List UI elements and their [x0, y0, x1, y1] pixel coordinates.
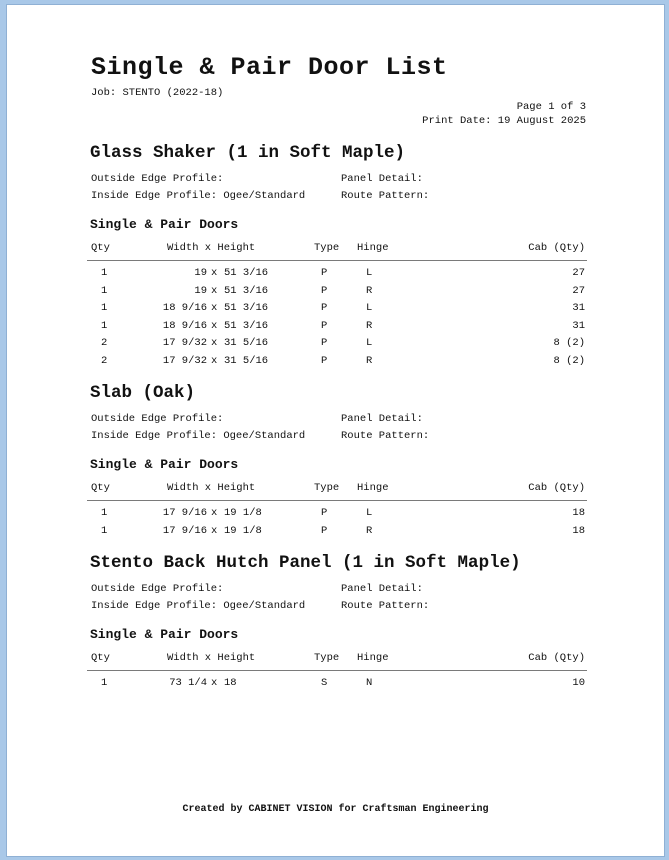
row-hinge: L [366, 267, 373, 279]
panel-detail-label: Panel Detail: [341, 583, 423, 595]
row-width: 17 9/32 [162, 337, 207, 350]
row-height: 31 5/16 [224, 337, 269, 350]
row-type: P [321, 337, 328, 350]
row-width: 19 [194, 267, 207, 279]
column-header-qty: Qty [91, 652, 110, 664]
row-qty: 1 [101, 507, 108, 519]
row-cab: 8 (2) [553, 337, 585, 350]
row-height: 51 3/16 [224, 302, 269, 315]
column-header-type: Type [314, 652, 340, 664]
table-subheading: Single & Pair Doors [90, 627, 239, 642]
header-divider [87, 260, 587, 261]
table-subheading: Single & Pair Doors [90, 457, 239, 472]
row-cab: 8 (2) [553, 355, 585, 367]
row-qty: 2 [101, 337, 108, 350]
row-type: P [321, 319, 328, 332]
route-pattern-label: Route Pattern: [341, 600, 430, 612]
report-page [6, 4, 665, 857]
outside-edge-label: Outside Edge Profile: [91, 413, 224, 425]
row-height: 51 3/16 [224, 267, 269, 279]
panel-detail-label: Panel Detail: [341, 413, 423, 425]
row-height: 19 1/8 [224, 507, 262, 519]
row-hinge: L [366, 337, 373, 350]
inside-edge-label: Inside Edge Profile: Ogee/Standard [91, 430, 306, 442]
row-width: 18 9/16 [162, 319, 207, 332]
page-number: Page 1 of 3 [516, 101, 586, 113]
row-hinge: R [366, 284, 373, 297]
row-qty: 1 [101, 524, 108, 537]
row-qty: 1 [101, 677, 108, 689]
row-cab: 31 [572, 319, 585, 332]
column-header-type: Type [314, 242, 340, 254]
inside-edge-label: Inside Edge Profile: Ogee/Standard [91, 600, 306, 612]
row-size-separator: x [211, 267, 218, 279]
row-qty: 2 [101, 355, 108, 367]
column-header-cab: Cab (Qty) [528, 482, 585, 494]
column-header-qty: Qty [91, 482, 110, 494]
row-type: P [321, 507, 328, 519]
row-size-separator: x [211, 302, 218, 315]
outside-edge-label: Outside Edge Profile: [91, 583, 224, 595]
row-width: 17 9/16 [162, 507, 207, 519]
row-height: 19 1/8 [224, 524, 262, 537]
column-header-cab: Cab (Qty) [528, 652, 585, 664]
column-header-hinge: Hinge [357, 482, 389, 494]
row-type: P [321, 302, 328, 315]
row-height: 31 5/16 [224, 355, 269, 367]
row-width: 17 9/32 [162, 355, 207, 367]
row-hinge: R [366, 319, 373, 332]
row-hinge: R [366, 524, 373, 537]
row-width: 17 9/16 [162, 524, 207, 537]
row-size-separator: x [211, 319, 218, 332]
column-header-type: Type [314, 482, 340, 494]
row-type: P [321, 284, 328, 297]
row-type: P [321, 355, 328, 367]
row-cab: 27 [572, 284, 585, 297]
inside-edge-label: Inside Edge Profile: Ogee/Standard [91, 190, 306, 202]
row-qty: 1 [101, 267, 108, 279]
column-header-size: Width x Height [167, 242, 256, 254]
row-size-separator: x [211, 355, 218, 367]
outside-edge-label: Outside Edge Profile: [91, 173, 224, 185]
row-cab: 27 [572, 267, 585, 279]
row-size-separator: x [211, 677, 218, 689]
row-size-separator: x [211, 284, 218, 297]
print-date: Print Date: 19 August 2025 [422, 115, 586, 127]
row-width: 73 1/4 [169, 677, 207, 689]
header-divider [87, 500, 587, 501]
row-hinge: L [366, 507, 373, 519]
row-type: P [321, 524, 328, 537]
row-cab: 18 [572, 507, 585, 519]
job-name: Job: STENTO (2022-18) [91, 87, 224, 99]
row-hinge: R [366, 355, 373, 367]
route-pattern-label: Route Pattern: [341, 190, 430, 202]
report-footer: Created by CABINET VISION for Craftsman Engineering [182, 804, 489, 815]
column-header-size: Width x Height [167, 482, 256, 494]
row-type: S [321, 677, 328, 689]
row-size-separator: x [211, 337, 218, 350]
section-heading: Glass Shaker (1 in Soft Maple) [90, 143, 406, 163]
row-cab: 18 [572, 524, 585, 537]
row-qty: 1 [101, 302, 108, 315]
row-cab: 31 [572, 302, 585, 315]
row-size-separator: x [211, 507, 218, 519]
report-title: Single & Pair Door List [91, 53, 448, 82]
row-width: 18 9/16 [162, 302, 207, 315]
row-size-separator: x [211, 524, 218, 537]
row-hinge: L [366, 302, 373, 315]
header-divider [87, 670, 587, 671]
column-header-hinge: Hinge [357, 652, 389, 664]
row-height: 51 3/16 [224, 319, 269, 332]
row-cab: 10 [572, 677, 585, 689]
section-heading: Slab (Oak) [90, 383, 196, 403]
column-header-cab: Cab (Qty) [528, 242, 585, 254]
row-qty: 1 [101, 284, 108, 297]
row-type: P [321, 267, 328, 279]
table-subheading: Single & Pair Doors [90, 217, 239, 232]
row-width: 19 [194, 284, 207, 297]
panel-detail-label: Panel Detail: [341, 173, 423, 185]
column-header-hinge: Hinge [357, 242, 389, 254]
row-height: 18 [224, 677, 237, 689]
row-hinge: N [366, 677, 373, 689]
column-header-size: Width x Height [167, 652, 256, 664]
section-heading: Stento Back Hutch Panel (1 in Soft Maple) [90, 553, 521, 573]
row-height: 51 3/16 [224, 284, 269, 297]
route-pattern-label: Route Pattern: [341, 430, 430, 442]
row-qty: 1 [101, 319, 108, 332]
column-header-qty: Qty [91, 242, 110, 254]
